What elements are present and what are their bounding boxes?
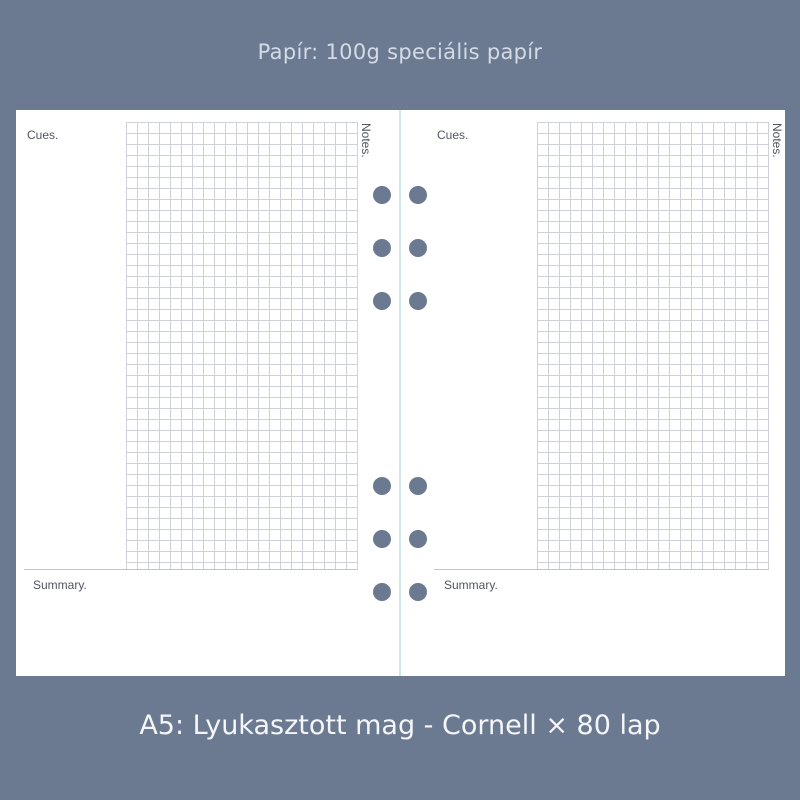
cues-label: Cues. (27, 128, 59, 142)
punch-hole (373, 186, 391, 204)
punch-hole (373, 477, 391, 495)
notebook-spread (16, 110, 785, 676)
left-page (16, 110, 399, 676)
product-caption: A5: Lyukasztott mag - Cornell × 80 lap (139, 710, 661, 741)
summary-divider (24, 569, 357, 570)
punch-hole (409, 239, 427, 257)
punch-hole (409, 583, 427, 601)
punch-hole (373, 239, 391, 257)
notes-label: Notes. (359, 123, 373, 158)
punch-hole (409, 292, 427, 310)
punch-hole (409, 477, 427, 495)
notes-grid (537, 122, 769, 570)
punch-hole (373, 583, 391, 601)
summary-divider (434, 569, 768, 570)
summary-label: Summary. (444, 578, 498, 592)
cues-label: Cues. (437, 128, 469, 142)
punch-hole (373, 530, 391, 548)
notes-grid (126, 122, 358, 570)
paper-spec-caption: Papír: 100g speciális papír (257, 40, 543, 64)
right-page (401, 110, 785, 676)
punch-hole (409, 530, 427, 548)
punch-hole (373, 292, 391, 310)
punch-hole (409, 186, 427, 204)
summary-label: Summary. (33, 578, 87, 592)
notes-label: Notes. (770, 123, 784, 158)
